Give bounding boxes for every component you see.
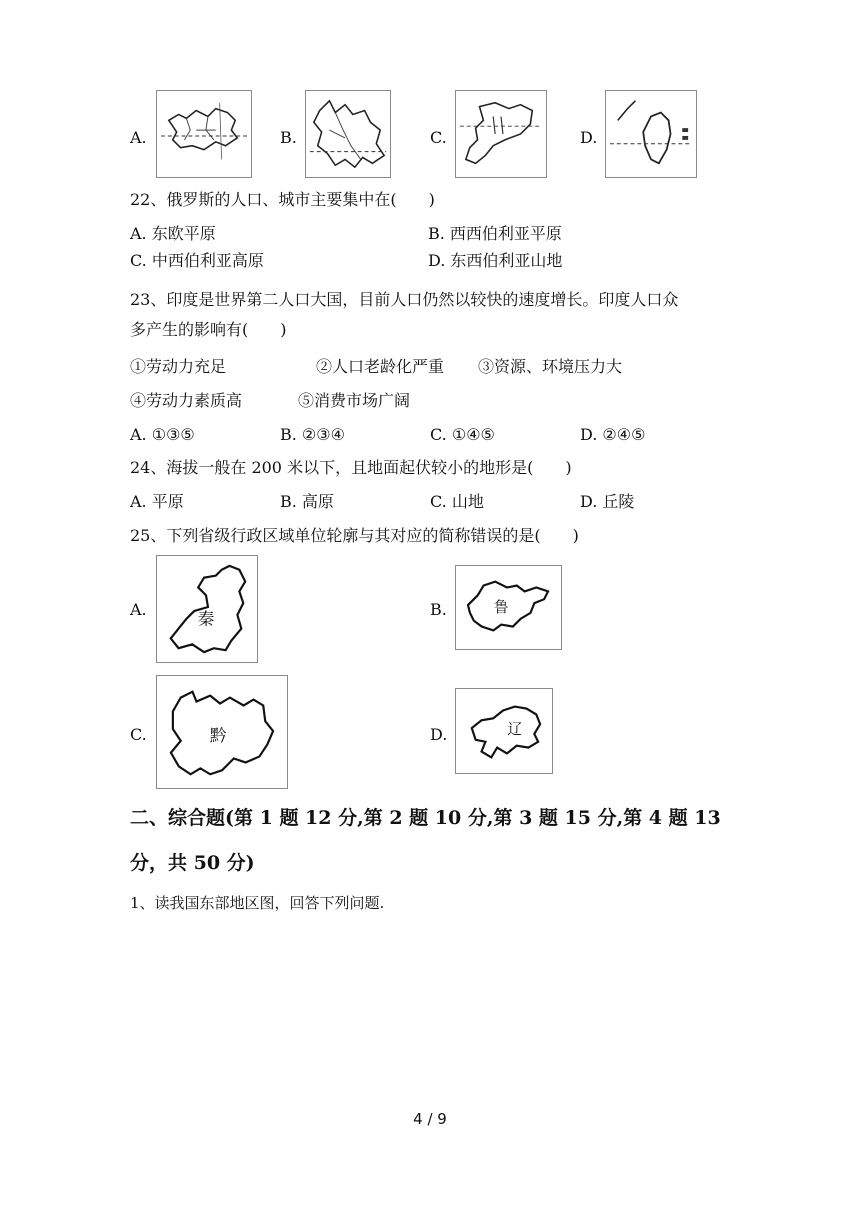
q21-option-a-map [156, 90, 252, 178]
q24-stem: 24、海拔一般在 200 米以下，且地面起伏较小的地形是( ) [130, 458, 572, 477]
q21-option-a-label: A. [130, 128, 147, 147]
q25-option-d-label: D. [430, 725, 448, 744]
q21-option-d-map [605, 90, 697, 178]
q22-stem: 22、俄罗斯的人口、城市主要集中在( ) [130, 190, 435, 209]
q23-stem-line2: 多产生的影响有( ) [130, 320, 287, 339]
q23-item-5: ⑤消费市场广阔 [298, 391, 411, 410]
q23-option-b: B. ②③④ [280, 425, 345, 444]
q24-option-b: B. 高原 [280, 492, 334, 511]
q23-option-a: A. ①③⑤ [130, 425, 195, 444]
q25-option-b-label: B. [430, 600, 447, 619]
q24-option-c: C. 山地 [430, 492, 484, 511]
section2-heading-line2: 分，共 50 分) [130, 852, 255, 874]
q21-option-b-map [305, 90, 391, 178]
q22-option-a: A. 东欧平原 [130, 224, 216, 243]
q25-option-d-map [455, 688, 553, 774]
q23-item-2: ②人口老龄化严重 [316, 357, 445, 376]
q25-d-char: 辽 [507, 720, 523, 738]
q23-option-d: D. ②④⑤ [580, 425, 646, 444]
comp-q1-stem: 1、读我国东部地区图，回答下列问题. [130, 894, 385, 912]
q21-option-b-label: B. [280, 128, 297, 147]
q21-option-c-label: C. [430, 128, 447, 147]
q25-option-a-label: A. [130, 600, 147, 619]
q24-option-d: D. 丘陵 [580, 492, 635, 511]
q25-c-char: 黔 [209, 724, 227, 745]
q25-option-b-map [455, 565, 562, 650]
q23-option-c: C. ①④⑤ [430, 425, 495, 444]
q22-option-d: D. 东西伯利亚山地 [428, 251, 563, 270]
q23-stem-line1: 23、印度是世界第二人口大国，目前人口仍然以较快的速度增长。印度人口众 [130, 290, 679, 309]
q25-a-char: 秦 [197, 609, 215, 629]
section2-heading-line1: 二、综合题(第 1 题 12 分,第 2 题 10 分,第 3 题 15 分,第 4 题 13 [130, 807, 721, 829]
q23-item-3: ③资源、环境压力大 [478, 357, 623, 376]
q21-option-c-map [455, 90, 547, 178]
q25-b-char: 鲁 [493, 598, 509, 616]
q23-item-4: ④劳动力素质高 [130, 391, 243, 410]
page-number: 4 / 9 [413, 1110, 447, 1128]
q25-option-a-map [156, 555, 258, 663]
q23-item-1: ①劳动力充足 [130, 357, 227, 376]
q22-option-b: B. 西西伯利亚平原 [428, 224, 562, 243]
q25-stem: 25、下列省级行政区域单位轮廓与其对应的简称错误的是( ) [130, 526, 579, 545]
q25-option-c-label: C. [130, 725, 147, 744]
q25-option-c-map [156, 675, 288, 789]
q21-option-d-label: D. [580, 128, 598, 147]
q22-option-c: C. 中西伯利亚高原 [130, 251, 264, 270]
q24-option-a: A. 平原 [130, 492, 184, 511]
